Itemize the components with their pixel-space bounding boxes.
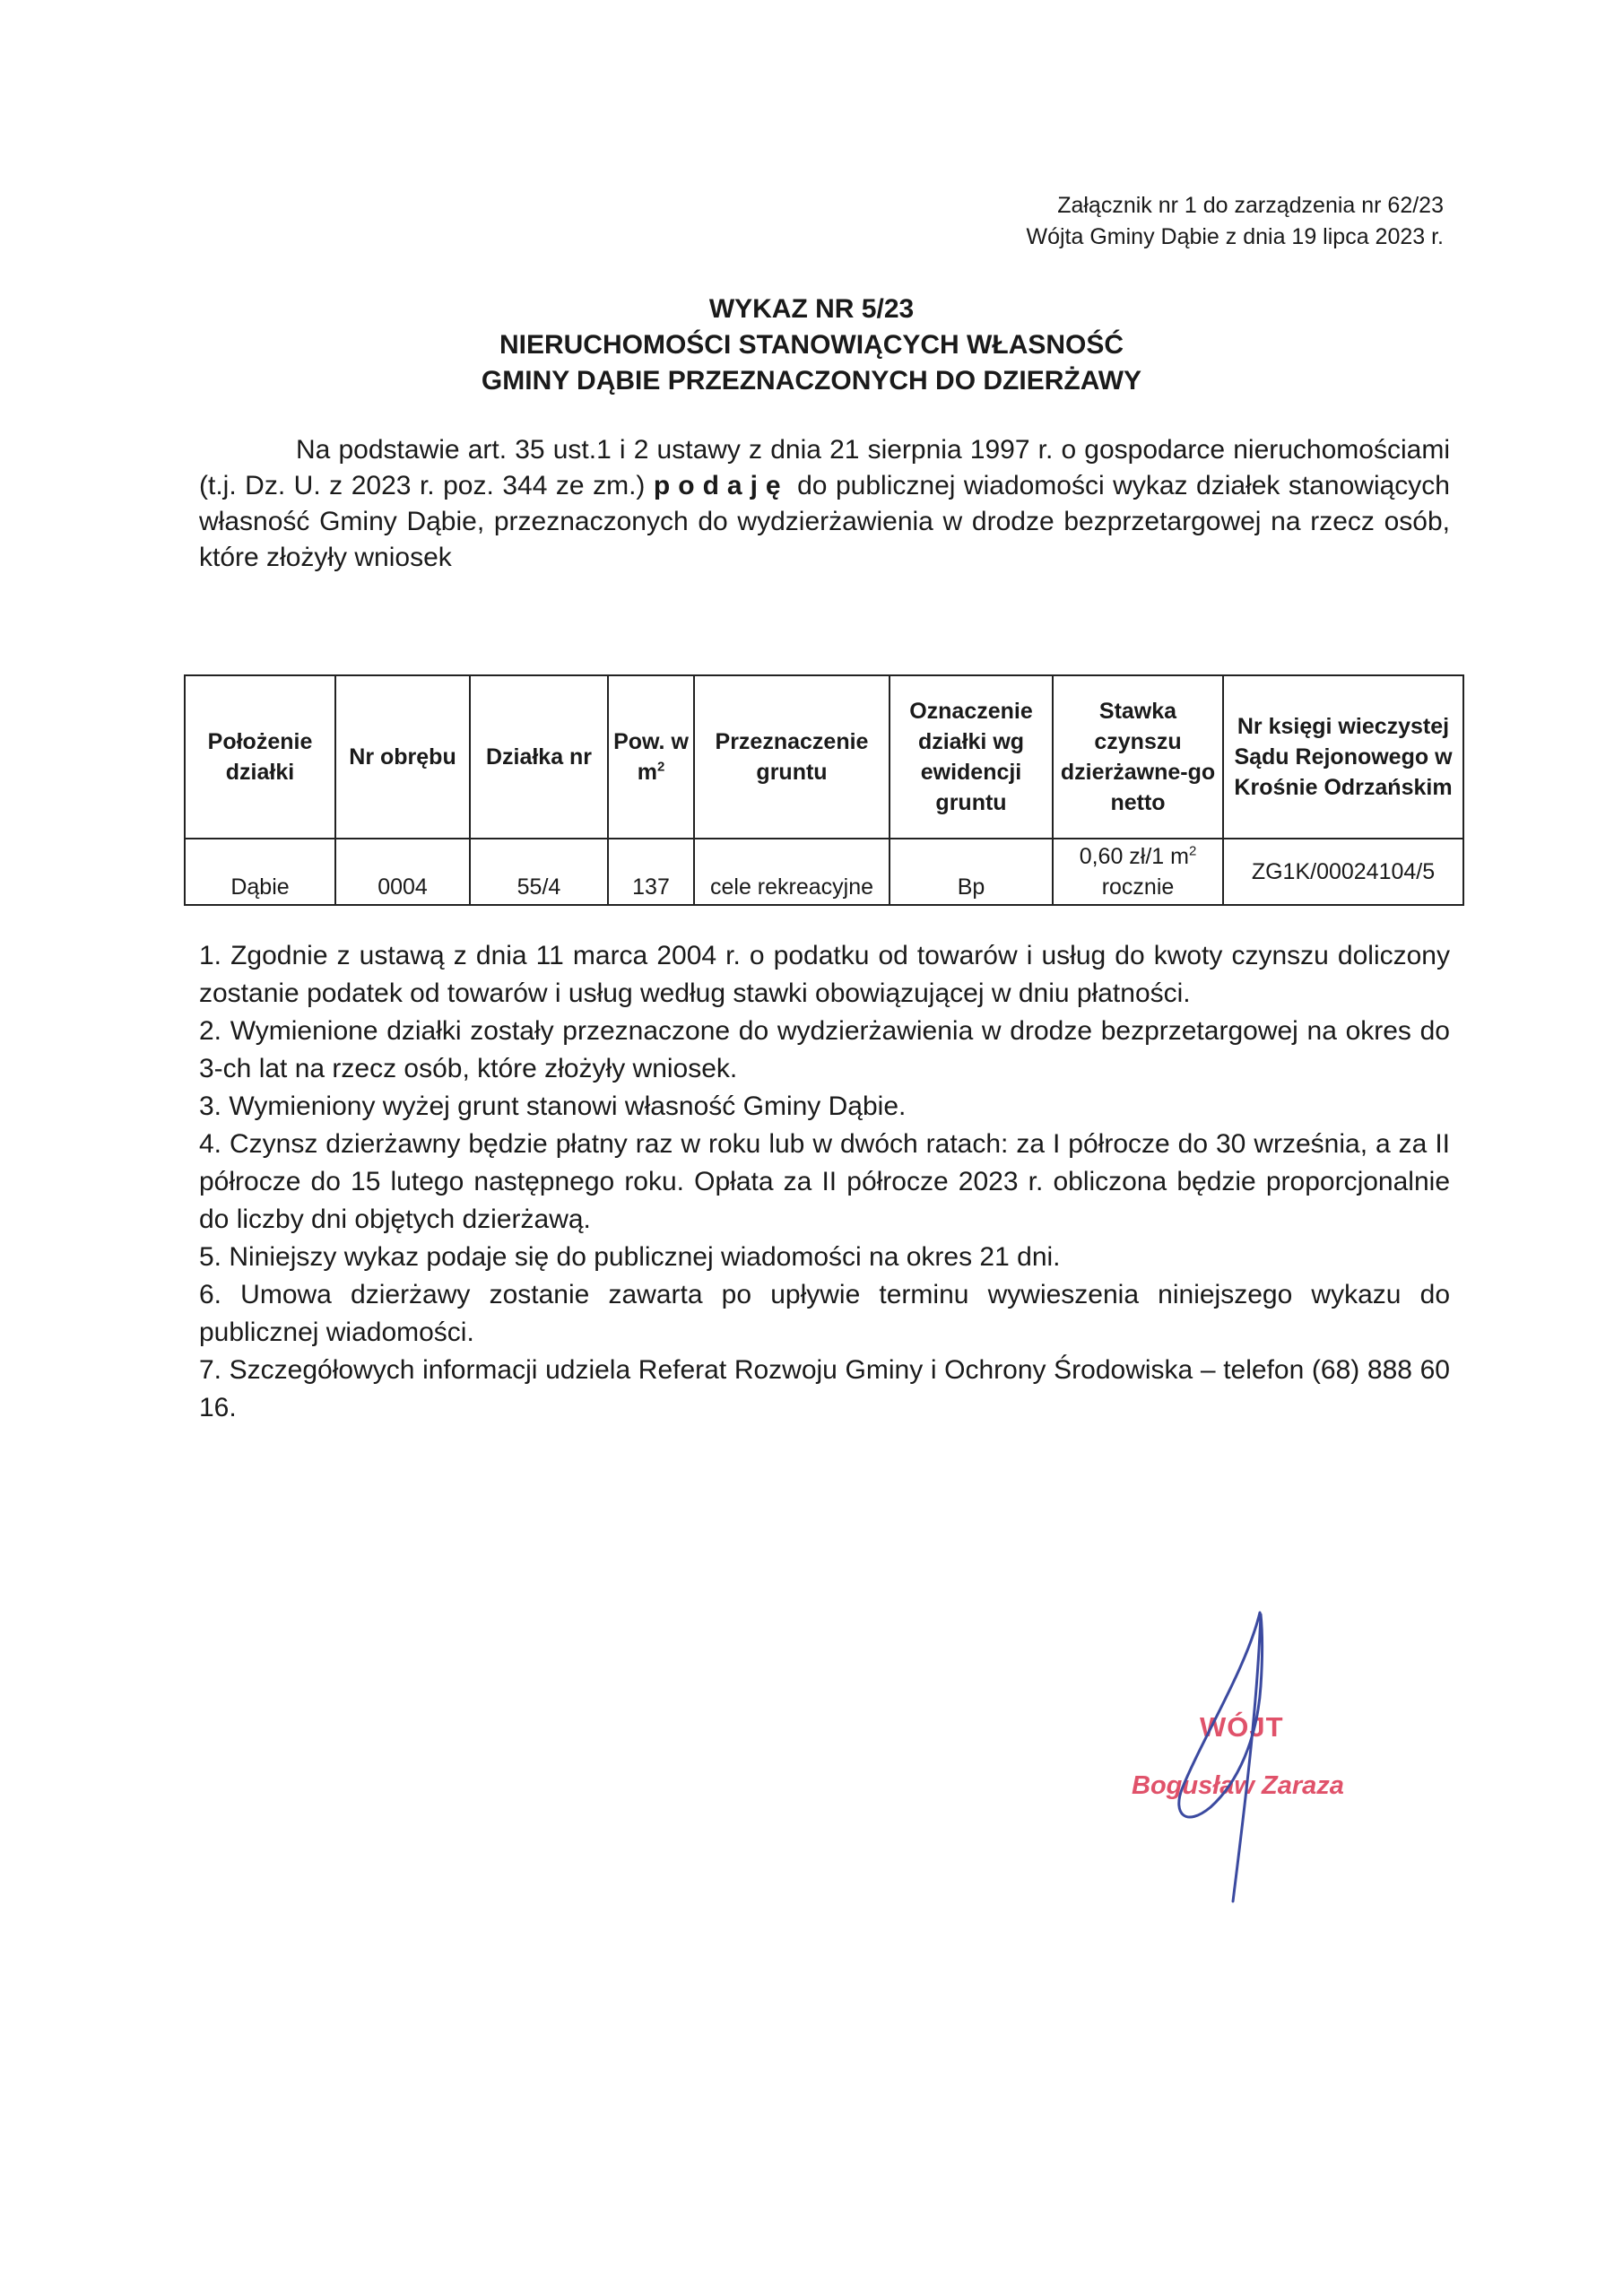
header-register: Nr księgi wieczystej Sądu Rejonowego w Krośnie Odrzańskim [1223, 675, 1463, 839]
header-designation: Oznaczenie działki wg ewidencji gruntu [890, 675, 1053, 839]
note-item: 6. Umowa dzierżawy zostanie zawarta po upływie terminu wywieszenia niniejszego wykazu do publicznej wiadomości. [199, 1280, 1450, 1347]
table-row [185, 839, 1463, 905]
header-purpose: Przeznaczenie gruntu [694, 675, 890, 839]
note-item: 2. Wymienione działki zostały przeznaczone do wydzierżawienia w drodze bezprzetargowej na okres do 3-ch lat na rzecz osób, które złożyły wniosek. [199, 1016, 1450, 1083]
document-title [0, 291, 1623, 399]
header-rate: Stawka czynszu dzierżawne-go netto [1053, 675, 1223, 839]
note-item: 7. Szczegółowych informacji udziela Referat Rozwoju Gminy i Ochrony Środowiska – telefon (68) 888 60 16. [199, 1355, 1450, 1422]
signature-name: Bogusław Zaraza [1132, 1771, 1344, 1800]
cell-rate-sup: 2 [1188, 843, 1197, 859]
note-item: 1. Zgodnie z ustawą z dnia 11 marca 2004 r. o podatku od towarów i usług do kwoty czynszu doliczony zostanie podatek od towarów i usług według stawki obowiązującej w dniu płatności. [199, 941, 1450, 1008]
intro-paragraph [199, 432, 1450, 576]
signature-stamp [1103, 1605, 1372, 1919]
intro-text-before: Na podstawie art. 35 ust.1 i 2 ustawy z dnia 21 sierpnia 1997 r. o gospodarce nieruchomościami (t.j. Dz. U. z 2023 r. poz. 344 ze zm.) [199, 435, 1450, 500]
intro-emphasis: podaję [653, 471, 789, 500]
notes-section [199, 937, 1450, 1427]
cell-register: ZG1K/00024104/5 [1223, 839, 1463, 905]
header-area-label: Pow. w m [613, 729, 689, 785]
header-parcel: Działka nr [470, 675, 608, 839]
note-item: 3. Wymieniony wyżej grunt stanowi własność Gminy Dąbie. [199, 1091, 907, 1121]
header-area [608, 675, 694, 839]
parcels-table [184, 674, 1464, 906]
cell-precinct: 0004 [335, 839, 470, 905]
cell-parcel: 55/4 [470, 839, 608, 905]
title-line-1: WYKAZ NR 5/23 [708, 294, 915, 324]
cell-area: 137 [608, 839, 694, 905]
cell-location: Dąbie [185, 839, 335, 905]
title-line-2: NIERUCHOMOŚCI STANOWIĄCYCH WŁASNOŚĆ [499, 330, 1124, 360]
cell-designation: Bp [890, 839, 1053, 905]
cell-rate [1053, 839, 1223, 905]
handwritten-signature-icon [1103, 1605, 1372, 1919]
cell-purpose: cele rekreacyjne [694, 839, 890, 905]
table-header-row [185, 675, 1463, 839]
intro-text-after: do publicznej wiadomości wykaz działek stanowiących własność Gminy Dąbie, przeznaczonych do wydzierżawienia w drodze bezprzetargowej na rzecz osób, które złożyły wniosek [199, 471, 1450, 572]
note-item: 5. Niniejszy wykaz podaje się do publicznej wiadomości na okres 21 dni. [199, 1242, 1061, 1272]
header-precinct: Nr obrębu [335, 675, 470, 839]
cell-rate-line-1: 0,60 zł/1 m [1079, 844, 1189, 869]
signature-title: WÓJT [1200, 1711, 1284, 1743]
annex-header [1026, 190, 1444, 253]
annex-line-2: Wójta Gminy Dąbie z dnia 19 lipca 2023 r. [1026, 224, 1444, 249]
note-item: 4. Czynsz dzierżawny będzie płatny raz w roku lub w dwóch ratach: za I półrocze do 30 września, a za II półrocze do 15 lutego następnego roku. Opłata za II półrocze 2023 r. obliczona będzie proporcjonalnie do liczby dni objętych dzierżawą. [199, 1129, 1450, 1234]
title-line-3: GMINY DĄBIE PRZEZNACZONYCH DO DZIERŻAWY [481, 366, 1142, 396]
header-location: Położenie działki [185, 675, 335, 839]
cell-rate-line-2: rocznie [1101, 874, 1175, 900]
annex-line-1: Załącznik nr 1 do zarządzenia nr 62/23 [1057, 193, 1444, 218]
header-area-sup: 2 [656, 759, 665, 775]
